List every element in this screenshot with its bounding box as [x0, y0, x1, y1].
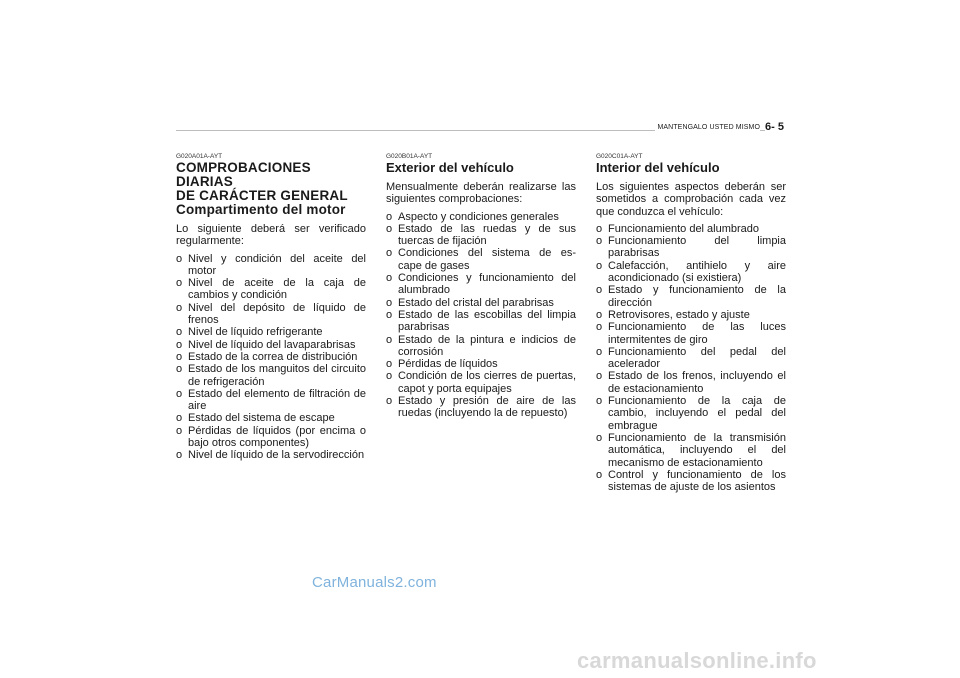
- bullet-marker: o: [596, 370, 603, 383]
- column-exterior: [386, 153, 576, 420]
- list-item-text: Funcionamiento de la caja de cambio, incluyendo el pedal del embrague: [608, 395, 786, 432]
- list-item: [596, 309, 786, 321]
- list-item-text: Nivel de líquido refrigerante: [188, 326, 323, 339]
- list-item-text: Estado del sistema de escape: [188, 412, 335, 425]
- list-item: [596, 260, 786, 285]
- section-intro: Lo siguiente deberá ser verificado regularmente:: [176, 223, 366, 248]
- list-item-text: Nivel y condición del aceite del motor: [188, 252, 366, 277]
- list-item: [386, 358, 576, 370]
- bullet-marker: o: [596, 284, 603, 297]
- list-item-text: Estado de la pintura e indicios de corrosión: [398, 333, 576, 358]
- bullet-marker: o: [176, 338, 183, 351]
- list-item-text: Funcionamiento del pedal del acelerador: [608, 345, 786, 371]
- list-item: [596, 321, 786, 346]
- list-item-text: Control y funcionamiento de los sistemas de ajuste de los asientos: [608, 468, 786, 494]
- list-item: [386, 309, 576, 334]
- bullet-marker: o: [386, 222, 393, 235]
- list-item-text: Estado de las ruedas y de sus tuercas de fijación: [398, 222, 576, 248]
- watermark-carmanualsonline[interactable]: carmanualsonline.info: [577, 648, 817, 673]
- list-item: [176, 351, 366, 363]
- bullet-marker: o: [386, 358, 393, 371]
- list-item-text: Estado de los manguitos del circuito de refrigeración: [188, 363, 366, 388]
- checklist: [386, 211, 576, 420]
- bullet-marker: o: [176, 326, 183, 339]
- bullet-marker: o: [176, 277, 183, 290]
- bullet-marker: o: [596, 345, 603, 358]
- section-heading: [176, 161, 366, 217]
- list-item: [596, 284, 786, 309]
- list-item: [176, 339, 366, 351]
- list-item-text: Aspecto y condiciones generales: [398, 210, 559, 223]
- list-item-text: Estado del elemento de filtración de aire: [188, 387, 366, 413]
- list-item: [386, 211, 576, 223]
- list-item-text: Estado del cristal del parabrisas: [398, 296, 554, 309]
- section-intro: Los siguientes aspectos deberán ser sometidos a comprobación cada vez que conduzca el vehículo:: [596, 181, 786, 218]
- bullet-marker: o: [176, 350, 183, 363]
- list-item-text: Nivel de aceite de la caja de cambios y condición: [188, 277, 366, 302]
- list-item: [596, 223, 786, 235]
- section-intro: Mensualmente deberán realizarse las siguientes comprobaciones:: [386, 181, 576, 206]
- list-item-text: Pérdidas de líquidos (por encima o bajo otros componentes): [188, 424, 366, 450]
- bullet-marker: o: [596, 468, 603, 481]
- bullet-marker: o: [176, 387, 183, 400]
- list-item-text: Funcionamiento de las luces intermitentes de giro: [608, 321, 786, 346]
- list-item: [386, 334, 576, 359]
- list-item-text: Condiciones del sistema de es- cape de gases: [398, 247, 576, 272]
- list-item: [176, 363, 366, 388]
- bullet-marker: o: [386, 210, 393, 223]
- section-heading: Exterior del vehículo: [386, 160, 514, 175]
- list-item-text: Funcionamiento del alumbrado: [608, 222, 760, 235]
- list-item: [176, 326, 366, 338]
- list-item: [386, 395, 576, 420]
- list-item-text: Estado y presión de aire de las ruedas (incluyendo la de repuesto): [398, 395, 576, 420]
- list-item-text: Estado y funcionamiento de la dirección: [608, 284, 786, 309]
- list-item: [176, 449, 366, 461]
- bullet-marker: o: [176, 363, 183, 376]
- section-code: G020B01A-AYT: [386, 153, 433, 160]
- list-item: [176, 388, 366, 413]
- bullet-marker: o: [596, 222, 603, 235]
- list-item: [386, 247, 576, 272]
- list-item-text: Condiciones y funcionamiento del alumbrado: [398, 272, 576, 297]
- bullet-marker: o: [176, 424, 183, 437]
- list-item: [176, 425, 366, 450]
- list-item: [176, 412, 366, 424]
- subheading: Compartimento del motor: [176, 202, 346, 217]
- list-item-text: Nivel del depósito de líquido de frenos: [188, 301, 366, 327]
- list-item: [386, 272, 576, 297]
- bullet-marker: o: [386, 370, 393, 383]
- bullet-marker: o: [386, 296, 393, 309]
- checklist: [596, 223, 786, 494]
- list-item-text: Estado de la correa de distribución: [188, 350, 358, 363]
- section-code: G020C01A-AYT: [596, 153, 643, 160]
- column-engine-compartment: [176, 153, 366, 462]
- list-item: [176, 253, 366, 278]
- list-item-text: Funcionamiento de la transmisión automática, incluyendo el del mecanismo de estacionamiento: [608, 431, 786, 469]
- list-item-text: Pérdidas de líquidos: [398, 358, 498, 371]
- list-item: [596, 346, 786, 371]
- bullet-marker: o: [596, 431, 603, 444]
- list-item-text: Funcionamiento del limpia parabrisas: [608, 235, 786, 260]
- heading-line: COMPROBACIONES DIARIAS: [176, 160, 311, 189]
- list-item: [386, 370, 576, 395]
- list-item: [386, 297, 576, 309]
- heading-line: DE CARÁCTER GENERAL: [176, 188, 348, 203]
- bullet-marker: o: [386, 308, 393, 321]
- list-item-text: Retrovisores, estado y ajuste: [608, 308, 750, 321]
- bullet-marker: o: [386, 333, 393, 346]
- bullet-marker: o: [386, 272, 393, 285]
- list-item: [386, 223, 576, 248]
- bullet-marker: o: [176, 301, 183, 314]
- list-item-text: Nivel de líquido del lavaparabrisas: [188, 338, 356, 351]
- bullet-marker: o: [386, 395, 393, 408]
- list-item: [596, 235, 786, 260]
- page-number: 6- 5: [765, 121, 784, 133]
- section-heading: Interior del vehículo: [596, 160, 720, 175]
- list-item-text: Calefacción, antihielo y aire acondicionado (si existiera): [608, 259, 786, 285]
- watermark-carmanuals2[interactable]: CarManuals2.com: [312, 574, 437, 591]
- list-item-text: Condición de los cierres de puertas, capot y porta equipajes: [398, 370, 576, 395]
- bullet-marker: o: [596, 308, 603, 321]
- list-item: [596, 370, 786, 395]
- bullet-marker: o: [596, 235, 603, 248]
- list-item-text: Estado de los frenos, incluyendo el de estacionamiento: [608, 370, 786, 395]
- bullet-marker: o: [176, 449, 183, 462]
- list-item-text: Nivel de líquido de la servodirección: [188, 449, 365, 462]
- list-item: [596, 395, 786, 432]
- bullet-marker: o: [596, 395, 603, 408]
- checklist: [176, 253, 366, 462]
- bullet-marker: o: [176, 252, 183, 265]
- list-item: [176, 302, 366, 327]
- section-code: G020A01A-AYT: [176, 153, 223, 160]
- list-item: [596, 469, 786, 494]
- list-item-text: Estado de las escobillas del limpia parabrisas: [398, 308, 576, 334]
- header-title: MANTENGALO USTED MISMO: [657, 124, 760, 131]
- bullet-marker: o: [176, 412, 183, 425]
- column-interior: [596, 153, 786, 493]
- bullet-marker: o: [596, 259, 603, 272]
- list-item: [596, 432, 786, 469]
- bullet-marker: o: [386, 247, 393, 260]
- bullet-marker: o: [596, 321, 603, 334]
- list-item: [176, 277, 366, 302]
